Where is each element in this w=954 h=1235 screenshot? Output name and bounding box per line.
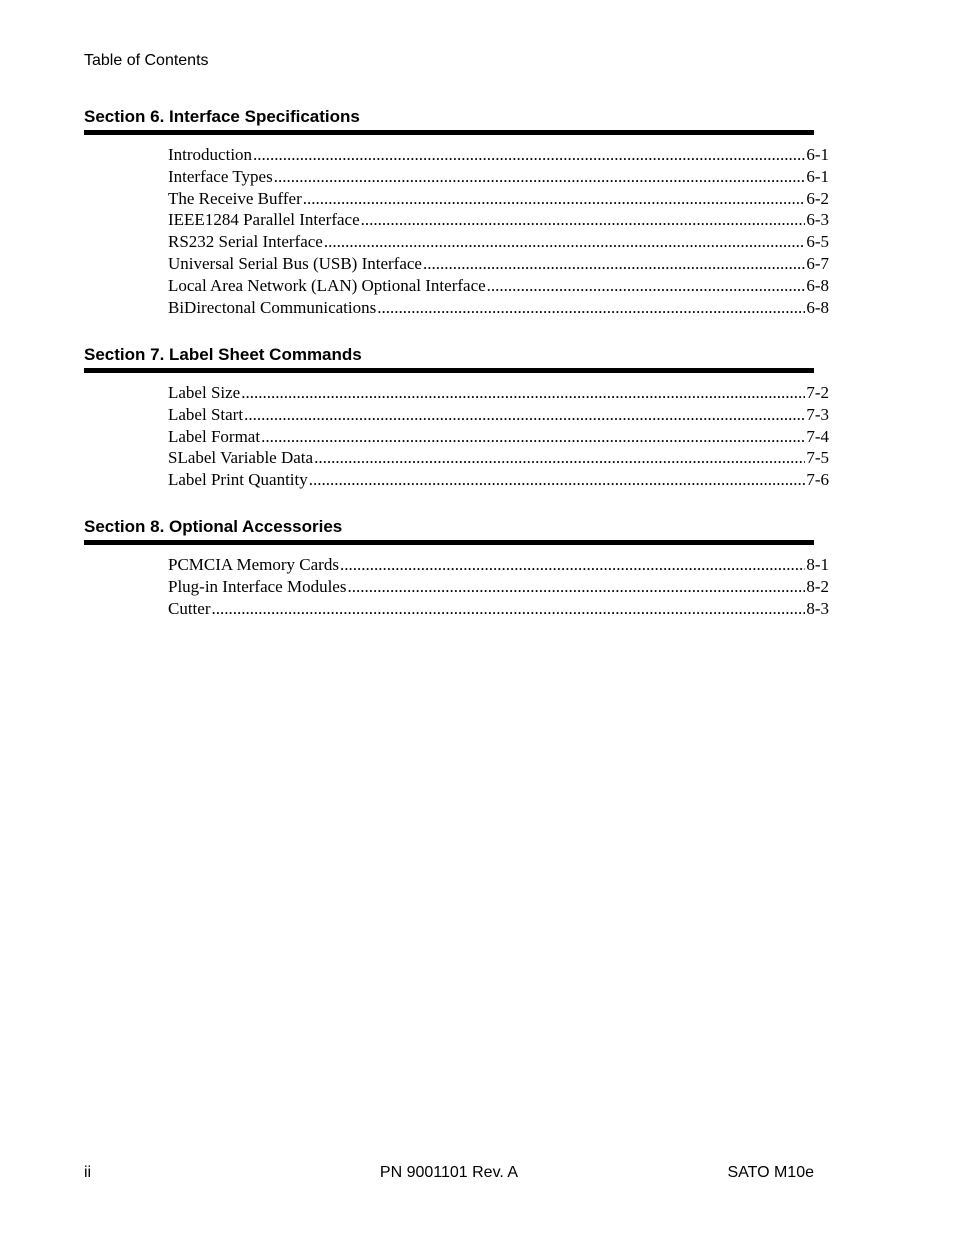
toc-entry[interactable] — [168, 554, 829, 576]
toc-entry[interactable] — [168, 275, 829, 297]
dot-leader — [314, 447, 805, 469]
toc-entry-title: Interface Types — [168, 166, 273, 186]
dot-leader — [261, 426, 805, 448]
toc-entry-page: 8-1 — [806, 555, 829, 574]
dot-leader — [303, 188, 806, 210]
toc-entry[interactable] — [168, 188, 829, 210]
section-heading: Section 7. Label Sheet Commands — [84, 345, 362, 364]
toc-entry-title: Universal Serial Bus (USB) Interface — [168, 253, 422, 273]
toc-entry-title: The Receive Buffer — [168, 188, 302, 208]
footer-page-number: ii — [84, 1164, 92, 1181]
toc-entry-page: 6-2 — [806, 188, 829, 208]
toc-entry-page: 6-1 — [806, 166, 829, 186]
toc-entry[interactable] — [168, 576, 829, 598]
toc-entry-title: Plug-in Interface Modules — [168, 576, 347, 596]
toc-entry-title: RS232 Serial Interface — [168, 232, 323, 252]
toc-entry[interactable] — [168, 231, 829, 253]
toc-entry-page: 7-3 — [806, 404, 829, 424]
dot-leader — [309, 469, 806, 491]
page-footer — [84, 1164, 814, 1184]
dot-leader — [361, 209, 806, 231]
toc-entry-list — [168, 554, 829, 619]
toc-entry-title: Cutter — [168, 598, 211, 618]
dot-leader — [324, 231, 805, 253]
toc-entry[interactable] — [168, 404, 829, 426]
section-divider — [84, 130, 814, 135]
toc-entry-title: PCMCIA Memory Cards — [168, 555, 339, 574]
toc-entry-page: 8-3 — [806, 598, 829, 618]
dot-leader — [244, 404, 805, 426]
toc-entry[interactable] — [168, 426, 829, 448]
section-heading: Section 6. Interface Specifications — [84, 107, 360, 126]
toc-entry[interactable] — [168, 598, 829, 620]
toc-entry-page: 6-8 — [806, 297, 829, 317]
toc-entry-page: 7-5 — [806, 448, 829, 468]
toc-entry-page: 6-7 — [806, 253, 829, 273]
toc-entry-page: 7-2 — [806, 383, 829, 402]
toc-entry-page: 8-2 — [806, 576, 829, 596]
toc-entry-title: Local Area Network (LAN) Optional Interface — [168, 275, 486, 295]
dot-leader — [423, 253, 805, 275]
toc-entry-page: 6-3 — [806, 210, 829, 230]
toc-entry-page: 7-6 — [806, 470, 829, 490]
toc-section-8 — [84, 516, 829, 619]
toc-entry[interactable] — [168, 253, 829, 275]
toc-entry-title: Label Size — [168, 383, 241, 402]
dot-leader — [377, 297, 805, 319]
toc-entry-page: 7-4 — [806, 426, 829, 446]
section-heading: Section 8. Optional Accessories — [84, 517, 343, 536]
dot-leader — [274, 166, 806, 188]
toc-entry[interactable] — [168, 209, 829, 231]
toc-entry-title: Introduction — [168, 145, 253, 164]
dot-leader — [347, 576, 805, 598]
section-divider — [84, 540, 814, 545]
running-header-title: Table of Contents — [84, 52, 209, 69]
toc-entry[interactable] — [168, 144, 829, 166]
footer-product-name: SATO M10e — [727, 1164, 814, 1181]
toc-entry-page: 6-8 — [806, 275, 829, 295]
dot-leader — [340, 554, 805, 576]
toc-entry-title: Label Format — [168, 426, 261, 446]
footer-part-number: PN 9001101 Rev. A — [379, 1164, 519, 1181]
toc-entry-title: Label Start — [168, 404, 244, 424]
toc-entry-list — [168, 144, 829, 318]
toc-entry-list — [168, 382, 829, 491]
toc-entry-page: 6-1 — [806, 145, 829, 164]
dot-leader — [253, 144, 805, 166]
toc-entry[interactable] — [168, 469, 829, 491]
dot-leader — [241, 382, 805, 404]
toc-entry-title: SLabel Variable Data — [168, 448, 314, 468]
toc-entry[interactable] — [168, 382, 829, 404]
toc-entry-title: IEEE1284 Parallel Interface — [168, 210, 360, 230]
toc-entry-title: Label Print Quantity — [168, 470, 308, 490]
toc-entry-title: BiDirectonal Communications — [168, 297, 377, 317]
section-divider — [84, 368, 814, 373]
toc-entry-page: 6-5 — [806, 232, 829, 252]
toc-entry[interactable] — [168, 166, 829, 188]
toc-entry[interactable] — [168, 297, 829, 319]
toc-section-6 — [84, 106, 829, 318]
dot-leader — [487, 275, 806, 297]
dot-leader — [212, 598, 806, 620]
toc-section-7 — [84, 344, 829, 491]
toc-entry[interactable] — [168, 447, 829, 469]
